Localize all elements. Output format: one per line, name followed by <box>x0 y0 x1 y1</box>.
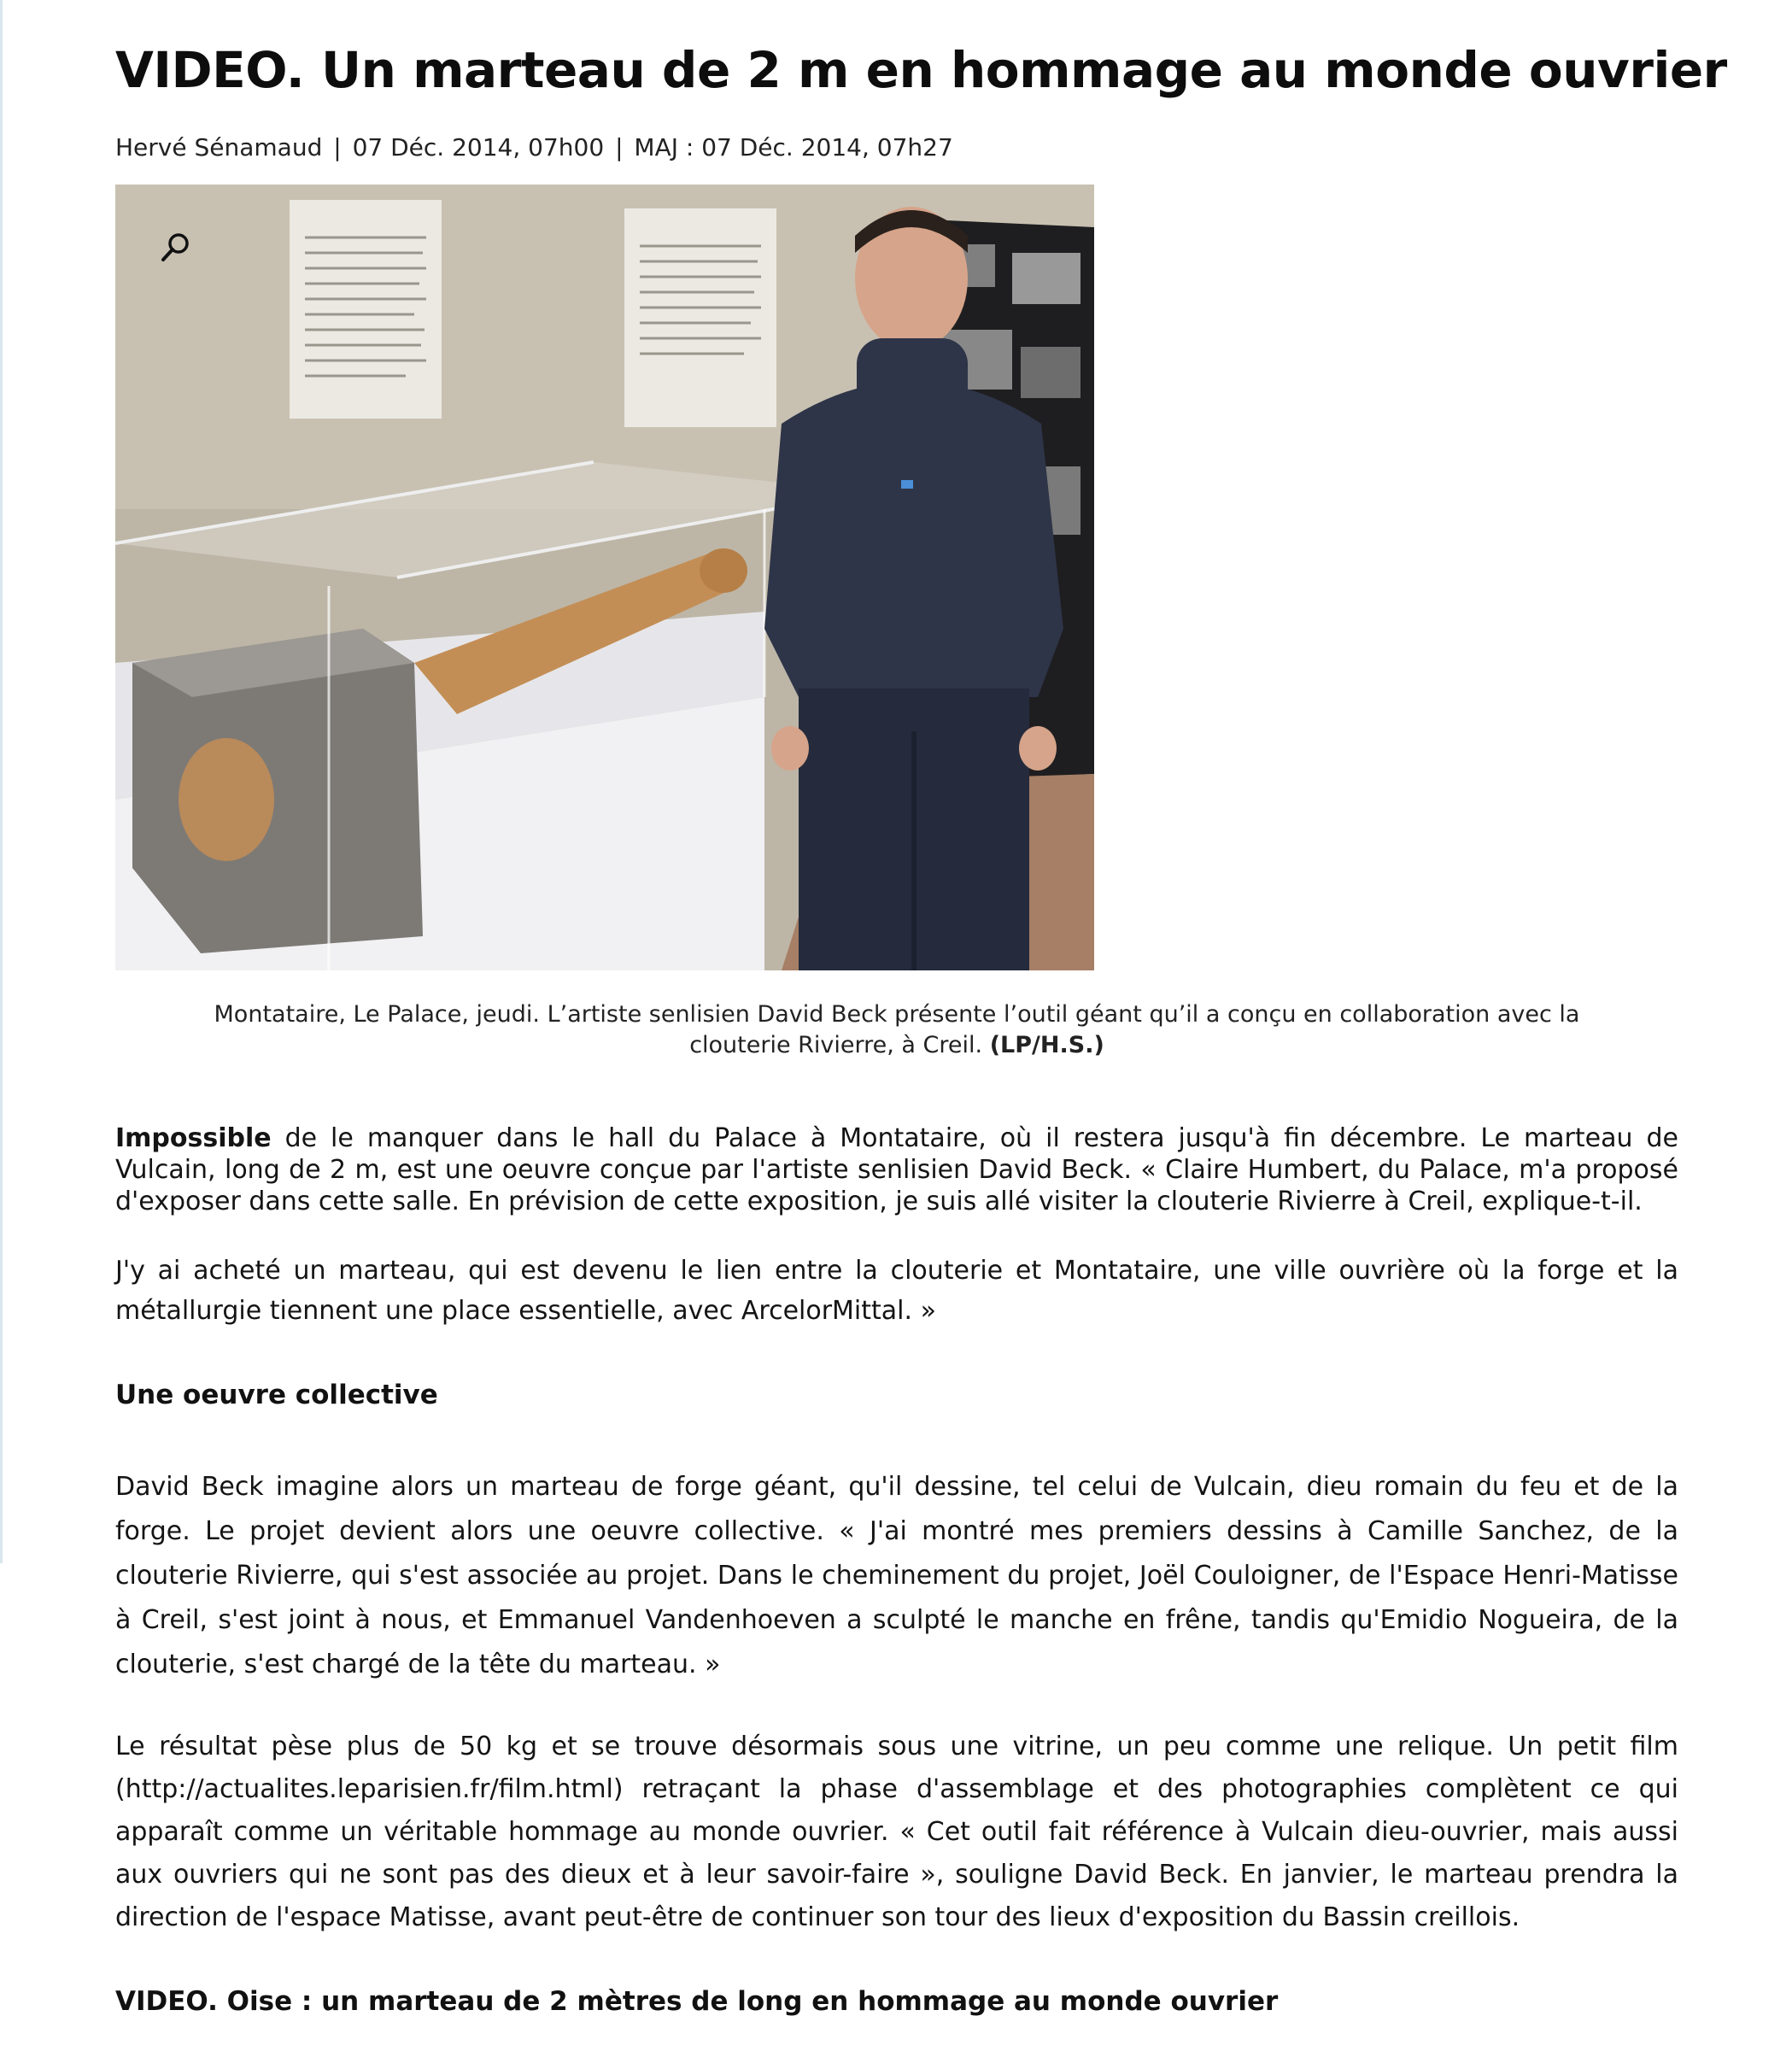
paragraph-1 <box>115 1122 1678 1217</box>
article-photo[interactable] <box>115 185 1094 970</box>
author-name: Hervé Sénamaud <box>115 133 323 161</box>
article-title: VIDEO. Un marteau de 2 m en hommage au monde ouvrier <box>115 41 1727 99</box>
publish-date: 07 Déc. 2014, 07h00 <box>352 133 605 161</box>
byline-separator: | <box>325 133 349 161</box>
paragraph-4: Le résultat pèse plus de 50 kg et se trouve désormais sous une vitrine, un peu comme une relique. Un petit film (http://actualites.leparisien.fr/film.html) retraçant la phase d'assemblage et des photographies complètent ce qui apparaît comme un véritable hommage au monde ouvrier. « Cet outil fait référence à Vulcain dieu-ouvrier, mais aussi aux ouvriers qui ne sont pas des dieux et à leur savoir-faire », souligne David Beck. En janvier, le marteau prendra la direction de l'espace Matisse, avant peut-être de continuer son tour des lieux d'exposition du Bassin creillois. <box>115 1732 1678 1932</box>
update-date: MAJ : 07 Déc. 2014, 07h27 <box>634 133 953 161</box>
photo-caption <box>115 999 1678 1061</box>
byline-separator: | <box>607 133 631 161</box>
zoom-button[interactable] <box>156 229 194 267</box>
caption-text: Montataire, Le Palace, jeudi. L’artiste senlisien David Beck présente l’outil géant qu’il a conçu en collaboration avec la clouterie Rivierre, à Creil. <box>214 1001 1580 1058</box>
paragraph-3: David Beck imagine alors un marteau de forge géant, qu'il dessine, tel celui de Vulcain, dieu romain du feu et de la forge. Le projet devient alors une oeuvre collective. « J'ai montré mes premiers dessins à Camille Sanchez, de la clouterie Rivierre, qui s'est associée au projet. Dans le cheminement du projet, Joël Couloigner, de l'Espace Henri-Matisse à Creil, s'est joint à nous, et Emmanuel Vandenhoeven a sculpté le manche en frêne, tandis qu'Emidio Nogueira, de la clouterie, s'est chargé de la tête du marteau. » <box>115 1472 1678 1679</box>
paragraph-lead: Impossible <box>115 1123 272 1153</box>
paragraph-2: J'y ai acheté un marteau, qui est devenu le lien entre la clouterie et Montataire, une ville ouvrière où la forge et la métallurgie tiennent une place essentielle, avec ArcelorMittal. » <box>115 1256 1678 1326</box>
photo-credit: (LP/H.S.) <box>989 1032 1104 1058</box>
paragraph-1-text: de le manquer dans le hall du Palace à Montataire, où il restera jusqu'à fin décembre. Le marteau de Vulcain, long de 2 m, est une oeuvre conçue par l'artiste senlisien David Beck. « Claire Humbert, du Palace, m'a proposé d'exposer dans cette salle. En prévision de cette exposition, je suis allé visiter la clouterie Rivierre à Creil, explique-t-il. <box>115 1123 1678 1216</box>
photo-illustration <box>115 185 1094 970</box>
byline <box>115 133 953 161</box>
video-heading: VIDEO. Oise : un marteau de 2 mètres de long en hommage au monde ouvrier <box>115 1986 1279 2017</box>
magnifier-icon <box>156 229 194 267</box>
section-heading: Une oeuvre collective <box>115 1380 438 1410</box>
page-left-border <box>0 0 3 1563</box>
